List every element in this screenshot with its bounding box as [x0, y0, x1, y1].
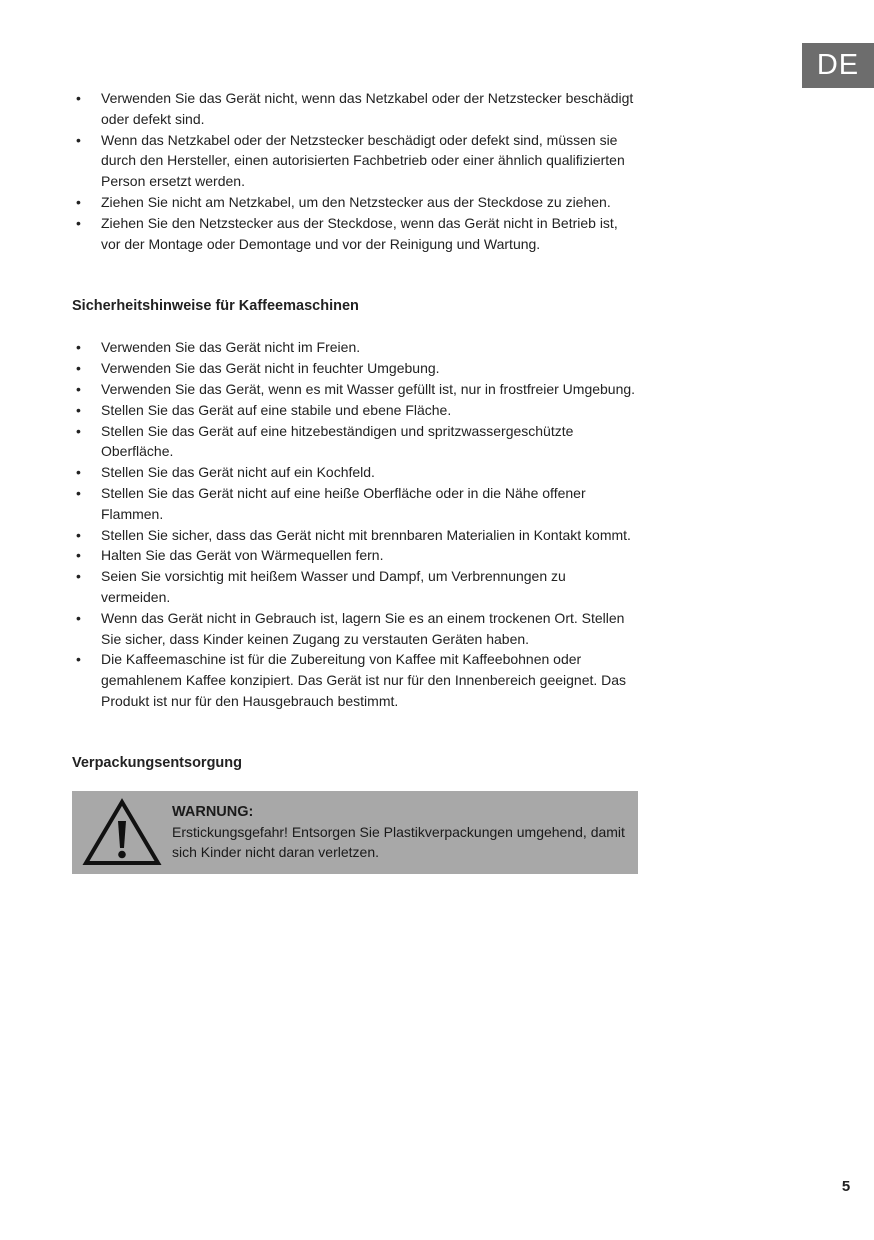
list-item: • Verwenden Sie das Gerät nicht, wenn das Netzkabel oder der Netzstecker beschädigt oder defekt sind. — [72, 88, 638, 130]
list-item: • Stellen Sie das Gerät auf eine stabile und ebene Fläche. — [72, 400, 638, 421]
list-item: • Ziehen Sie den Netzstecker aus der Steckdose, wenn das Gerät nicht in Betrieb ist, vor der Montage oder Demontage und vor der Reinigung und Wartung. — [72, 213, 638, 255]
warning-box — [72, 791, 638, 874]
power-cord-list — [72, 88, 638, 254]
list-item: • Seien Sie vorsichtig mit heißem Wasser und Dampf, um Verbrennungen zu vermeiden. — [72, 566, 638, 608]
list-item: • Stellen Sie sicher, dass das Gerät nicht mit brennbaren Materialien in Kontakt kommt. — [72, 525, 638, 546]
list-item: • Verwenden Sie das Gerät nicht in feuchter Umgebung. — [72, 358, 638, 379]
list-item: • Die Kaffeemaschine ist für die Zubereitung von Kaffee mit Kaffeebohnen oder gemahlenem Kaffee konzipiert. Das Gerät ist nur für den Innenbereich geeignet. Das Produkt ist nur für den Hausgebrauch bestimmt. — [72, 649, 638, 711]
list-item: • Verwenden Sie das Gerät, wenn es mit Wasser gefüllt ist, nur in frostfreier Umgebung. — [72, 379, 638, 400]
page-number: 5 — [841, 1178, 851, 1195]
list-item: • Halten Sie das Gerät von Wärmequellen fern. — [72, 545, 638, 566]
list-item: • Stellen Sie das Gerät nicht auf eine heiße Oberfläche oder in die Nähe offener Flammen. — [72, 483, 638, 525]
list-item: • Stellen Sie das Gerät auf eine hitzebeständigen und spritzwassergeschützte Oberfläche. — [72, 421, 638, 463]
list-item: • Wenn das Gerät nicht in Gebrauch ist, lagern Sie es an einem trockenen Ort. Stellen Sie sicher, dass Kinder keinen Zugang zu verstauten Geräten haben. — [72, 608, 638, 650]
section-heading-safety: Sicherheitshinweise für Kaffeemaschinen — [72, 298, 359, 315]
list-item: • Ziehen Sie nicht am Netzkabel, um den Netzstecker aus der Steckdose zu ziehen. — [72, 192, 638, 213]
page-content — [72, 88, 638, 874]
list-item: • Wenn das Netzkabel oder der Netzstecker beschädigt oder defekt sind, müssen sie durch den Hersteller, einen autorisierten Fachbetrieb oder einer ähnlich qualifizierten Person ersetzt werden. — [72, 130, 638, 192]
warning-triangle-icon — [82, 797, 162, 867]
language-tab: DE — [802, 43, 874, 88]
warning-text-block — [172, 802, 635, 862]
warning-title: WARNUNG: — [172, 803, 254, 820]
list-item: • Verwenden Sie das Gerät nicht im Freien. — [72, 337, 638, 358]
list-item: • Stellen Sie das Gerät nicht auf ein Kochfeld. — [72, 462, 638, 483]
warning-message: Erstickungsgefahr! Entsorgen Sie Plastikverpackungen umgehend, damit sich Kinder nicht daran verletzen. — [172, 823, 625, 860]
section-heading-packaging: Verpackungsentsorgung — [72, 754, 243, 771]
safety-list — [72, 337, 638, 711]
